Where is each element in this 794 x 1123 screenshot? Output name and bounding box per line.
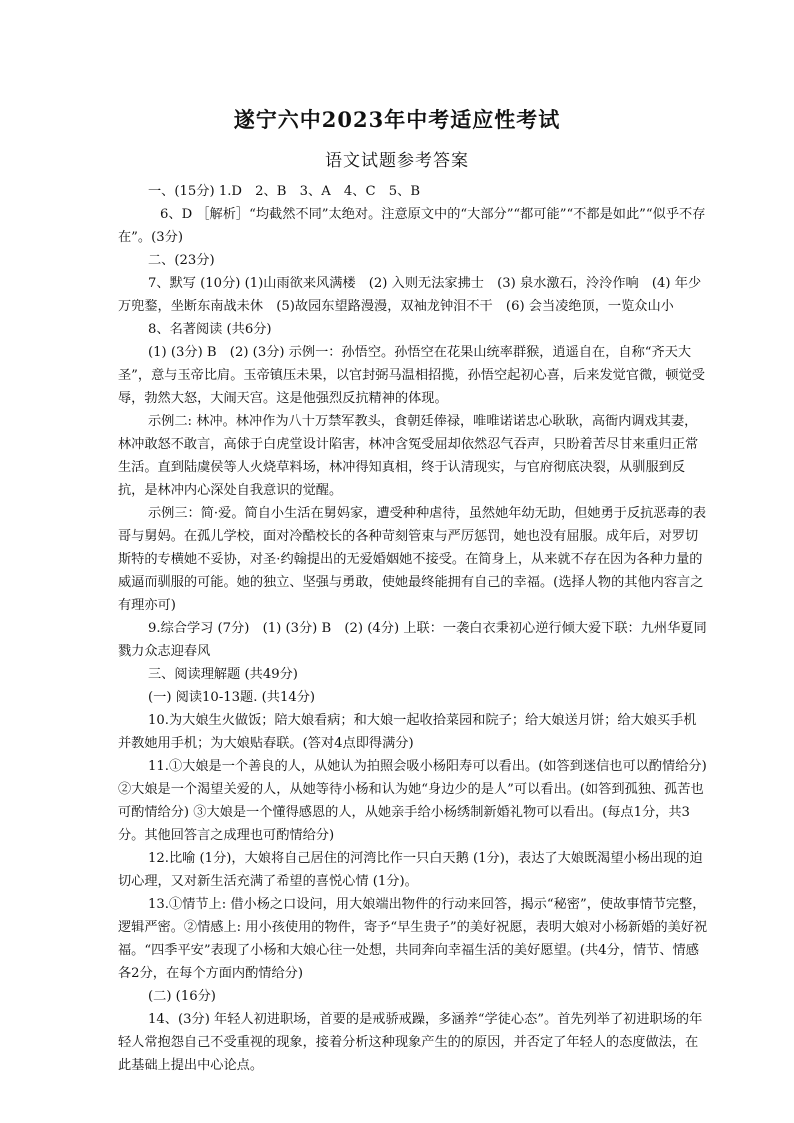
answer-q8-heading: 8、名著阅读 (共6分)	[148, 322, 272, 337]
answer-section-1: 一、(15分) 1.D 2、B 3、A 4、C 5、B	[148, 184, 421, 199]
answer-section-2: 二、(23分)	[148, 253, 215, 268]
answer-q9: 9.综合学习 (7分) (1) (3分) B (2) (4分) 上联：一袭白衣秉初心逆行倾大爱下联：九州华夏同戮力众志迎春风	[118, 621, 707, 659]
answer-q8-example-3: 示例三：简·爱。简自小生活在舅妈家，遭受种种虐待，虽然她年幼无助，但她勇于反抗恶毒的表哥与舅妈。在孤儿学校，面对冷酷校长的各种苛刻管束与严厉惩罚，她也没有屈服。成年后，对罗切斯特的专横她不妥协，对圣·约翰提出的无爱婚姻她不接受。在简身上，从来就不存在因为各种力量的威逼而驯服的可能。她的独立、坚强与勇敢，使她最终能拥有自己的幸福。(选择人物的其他内容言之有理亦可)	[118, 506, 707, 613]
answer-q11: 11.①大娘是一个善良的人，从她认为拍照会吸小杨阳寿可以看出。(如答到迷信也可以酌情给分) ②大娘是一个渴望关爱的人，从她等待小杨和认为她“身边少的是人”可以看出。(如答到孤独、孤苦也可酌情给分) ③大娘是一个懂得感恩的人，从她亲手给小杨绣制新婚礼物可以看出。(每点1分，共3分。其他回答言之成理也可酌情给分)	[118, 759, 707, 843]
answer-body	[118, 180, 708, 1077]
answer-q7: 7、默写 (10分) (1)山雨欲来风满楼 (2) 入则无法家拂士 (3) 泉水激石，泠泠作响 (4) 年少万兜鍪，坐断东南战未休 (5)故园东望路漫漫，双袖龙钟泪不干 (6) 会当凌绝顶，一览众山小	[118, 276, 702, 314]
answer-q12: 12.比喻 (1分)，大娘将自己居住的河湾比作一只白天鹅 (1分)，表达了大娘既渴望小杨出现的迫切心理，又对新生活充满了希望的喜悦心情 (1分)。	[118, 851, 703, 889]
answer-section-3: 三、阅读理解题 (共49分)	[148, 667, 298, 682]
answer-reading-2-heading: (二) (16分)	[148, 989, 216, 1004]
answer-q10: 10.为大娘生火做饭；陪大娘看病；和大娘一起收拾菜园和院子；给大娘送月饼；给大娘买手机并教她用手机；为大娘贴春联。(答对4点即得满分)	[118, 713, 697, 751]
exam-subtitle: 语文试题参考答案	[325, 151, 469, 171]
exam-title: 遂宁六中2023年中考适应性考试	[233, 107, 561, 132]
answer-q13: 13.①情节上: 借小杨之口设问，用大娘端出物件的行动来回答，揭示“秘密”，使故事情节完整，逻辑严密。②情感上: 用小孩使用的物件，寄予“早生贵子”的美好祝愿，表明大娘对小杨新婚的美好祝福。“四季平安”表现了小杨和大娘心往一处想，共同奔向幸福生活的美好愿望。(共4分，情节、情感各2分，在每个方面内酌情给分)	[118, 897, 708, 981]
answer-q8-example-2: 示例二: 林冲。林冲作为八十万禁军教头，食朝廷俸禄，唯唯诺诺忠心耿耿，高衙内调戏其妻，林冲敢怒不敢言，高俅于白虎堂设计陷害，林冲含冤受屈却依然忍气吞声，只盼着苦尽甘来重归正常生活。直到陆虞侯等人火烧草料场，林冲得知真相，终于认清现实，与官府彻底决裂，从驯服到反抗，是林冲内心深处自我意识的觉醒。	[118, 414, 699, 498]
answer-q14: 14、(3分) 年轻人初进职场，首要的是戒骄戒躁，多涵养“学徒心态”。首先列举了初进职场的年轻人常抱怨自己不受重视的现象，接着分析这种现象产生的的原因，并否定了年轻人的态度做法，在此基础上提出中心论点。	[118, 1012, 703, 1073]
answer-q8-example-1: (1) (3分) B (2) (3分) 示例一：孙悟空。孙悟空在花果山统率群猴，逍遥自在，自称“齐天大圣”，意与玉帝比肩。玉帝镇压未果，以官封弼马温相招揽，孙悟空起初心喜，后来发觉官微，顿觉受辱，勃然大怒，大闹天宫。这是他强烈反抗精神的体现。	[118, 345, 705, 406]
answer-reading-1-heading: (一) 阅读10-13题. (共14分)	[148, 690, 316, 705]
answer-q6: 6、D ［解析］“均截然不同”太绝对。注意原文中的“大部分”“都可能”“不都是如此”“似乎不存在”。(3分)	[118, 207, 706, 245]
